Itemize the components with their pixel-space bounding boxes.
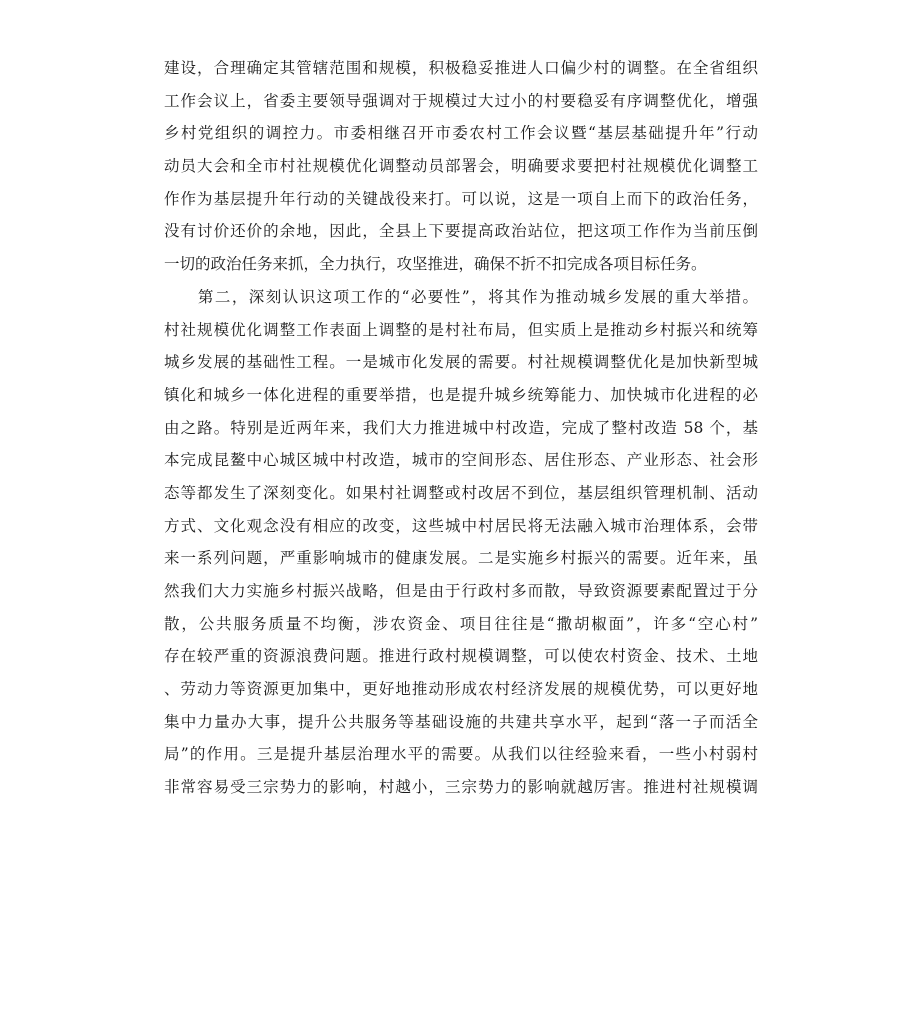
text-line: 乡村党组织的调控力。市委相继召开市委农村工作会议暨“基层基础提升年”行动 [164, 124, 758, 143]
text-line: 村社规模优化调整工作表面上调整的是村社布局，但实质上是推动乡村振兴和统筹 [164, 320, 758, 339]
paragraph-1 [164, 52, 758, 281]
text-line: 局”的作用。三是提升基层治理水平的需要。从我们以往经验来看，一些小村弱村 [164, 745, 758, 764]
text-line: 城乡发展的基础性工程。一是城市化发展的需要。村社规模调整优化是加快新型城 [164, 353, 758, 372]
text-line: 作作为基层提升年行动的关键战役来打。可以说，这是一项自上而下的政治任务， [164, 189, 758, 208]
text-line: 没有讨价还价的余地，因此，全县上下要提高政治站位，把这项工作作为当前压倒 [164, 222, 758, 241]
text-line: 散，公共服务质量不均衡，涉农资金、项目往往是“撒胡椒面”，许多“空心村” [164, 614, 758, 633]
text-line: 由之路。特别是近两年来，我们大力推进城中村改造，完成了整村改造 58 个，基 [164, 418, 758, 437]
text-line: 非常容易受三宗势力的影响，村越小，三宗势力的影响就越厉害。推进村社规模调 [164, 778, 758, 797]
text-line: 工作会议上，省委主要领导强调对于规模过大过小的村要稳妥有序调整优化，增强 [164, 91, 758, 110]
text-line: 方式、文化观念没有相应的改变，这些城中村居民将无法融入城市治理体系，会带 [164, 516, 758, 535]
text-line: 存在较严重的资源浪费问题。推进行政村规模调整，可以使农村资金、技术、土地 [164, 647, 758, 666]
paragraph-2 [164, 281, 758, 804]
text-line: 态等都发生了深刻变化。如果村社调整或村改居不到位，基层组织管理机制、活动 [164, 483, 758, 502]
text-line: 镇化和城乡一体化进程的重要举措，也是提升城乡统筹能力、加快城市化进程的必 [164, 385, 758, 404]
text-line: 、劳动力等资源更加集中，更好地推动形成农村经济发展的规模优势，可以更好地 [164, 680, 758, 699]
text-line: 本完成昆鳌中心城区城中村改造，城市的空间形态、居住形态、产业形态、社会形 [164, 451, 758, 470]
text-line: 动员大会和全市村社规模优化调整动员部署会，明确要求要把村社规模优化调整工 [164, 157, 758, 176]
text-line: 一切的政治任务来抓，全力执行，攻坚推进，确保不折不扣完成各项目标任务。 [164, 255, 707, 274]
text-line: 集中力量办大事，提升公共服务等基础设施的共建共享水平，起到“落一子而活全 [164, 712, 758, 731]
document-body [164, 52, 758, 804]
text-line: 来一系列问题，严重影响城市的健康发展。二是实施乡村振兴的需要。近年来，虽 [164, 549, 758, 568]
text-line: 然我们大力实施乡村振兴战略，但是由于行政村多而散，导致资源要素配置过于分 [164, 582, 758, 600]
text-line: 第二，深刻认识这项工作的“必要性”，将其作为推动城乡发展的重大举措。 [164, 287, 758, 306]
text-line: 建设，合理确定其管辖范围和规模，积极稳妥推进人口偏少村的调整。在全省组织 [164, 59, 758, 77]
